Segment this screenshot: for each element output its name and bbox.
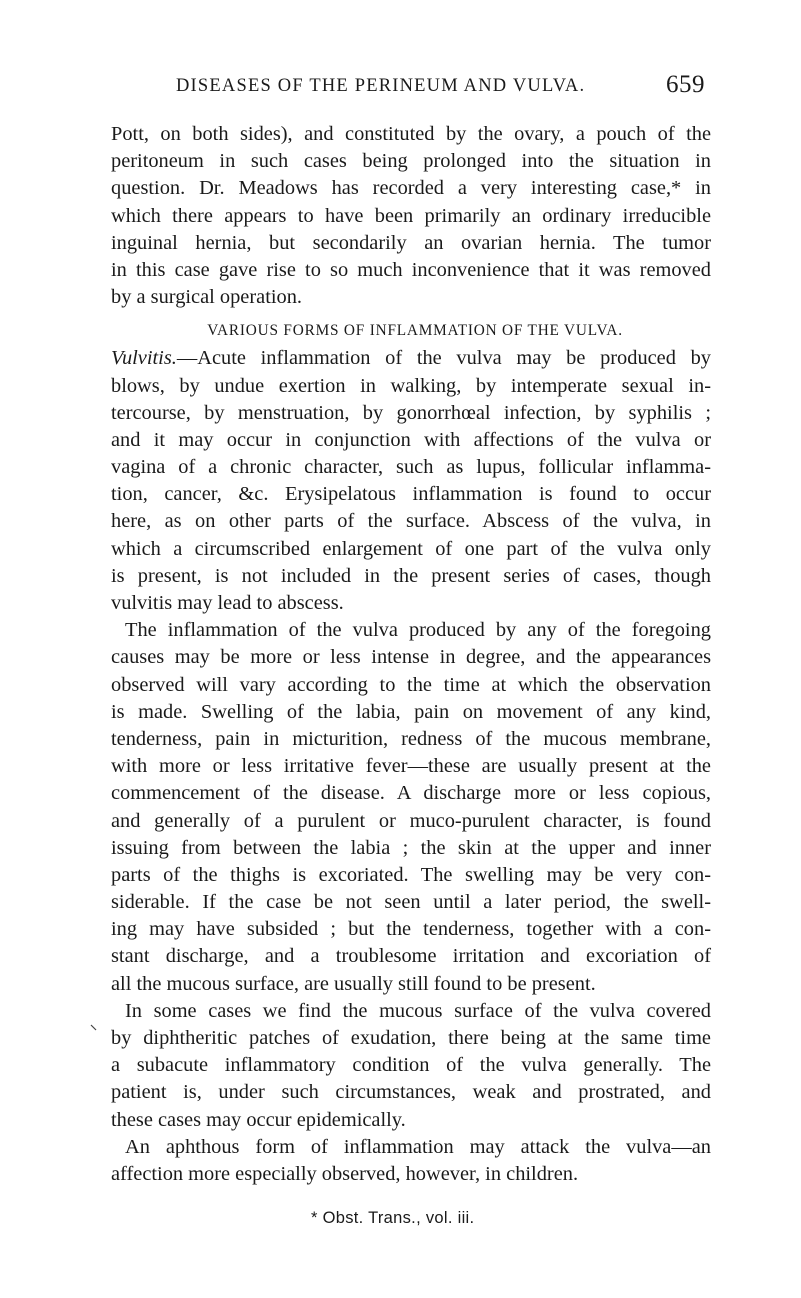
text-line: blows, by undue exertion in walking, by intemperate sexual in-: [111, 374, 711, 397]
paragraph-diphtheritic: [111, 998, 711, 1134]
paragraph-symptoms: [111, 617, 711, 998]
text-line: inguinal hernia, but secondarily an ovarian hernia. The tumor: [111, 231, 711, 254]
text-line: affection more especially observed, however, in children.: [111, 1162, 579, 1185]
text-line: these cases may occur epidemically.: [111, 1108, 406, 1131]
text-line: in this case gave rise to so much inconvenience that it was removed: [111, 258, 711, 281]
text-line: issuing from between the labia ; the skin at the upper and inner: [111, 836, 711, 859]
margin-tick-mark-icon: [90, 1024, 98, 1032]
text-line: In some cases we find the mucous surface of the vulva covered: [125, 999, 711, 1022]
text-line: causes may be more or less intense in degree, and the appearances: [111, 646, 711, 669]
text-line: patient is, under such circumstances, weak and prostrated, and: [111, 1081, 711, 1104]
text-line-lead: [111, 345, 711, 372]
running-head: DISEASES OF THE PERINEUM AND VULVA.: [176, 76, 586, 96]
run-in-heading: Vulvitis.: [111, 347, 177, 370]
text-line: here, as on other parts of the surface. Abscess of the vulva, in: [111, 510, 711, 533]
text-line: and generally of a purulent or muco-purulent character, is found: [111, 809, 711, 832]
text-line: all the mucous surface, are usually still found to be present.: [111, 972, 596, 995]
text-line: question. Dr. Meadows has recorded a very interesting case,* in: [111, 177, 711, 200]
text-line: observed will vary according to the time at which the observation: [111, 673, 711, 696]
text-line: is present, is not included in the present series of cases, though: [111, 564, 711, 587]
text-line: by a surgical operation.: [111, 286, 303, 309]
text-line: An aphthous form of inflammation may attack the vulva—an: [125, 1135, 711, 1158]
text-line: is made. Swelling of the labia, pain on movement of any kind,: [111, 700, 711, 723]
text-line: stant discharge, and a troublesome irritation and excoriation of: [111, 945, 711, 968]
text-line: parts of the thighs is excoriated. The swelling may be very con-: [111, 863, 711, 886]
text-line: siderable. If the case be not seen until a later period, the swell-: [111, 891, 711, 914]
paragraph-vulvitis: [111, 345, 711, 617]
section-heading: VARIOUS FORMS OF INFLAMMATION OF THE VULVA.: [207, 322, 623, 340]
text-line: a subacute inflammatory condition of the vulva generally. The: [111, 1054, 711, 1077]
text-line: tercourse, by menstruation, by gonorrhœal infection, by syphilis ;: [111, 401, 711, 424]
body-text: [111, 121, 711, 1188]
text-line: by diphtheritic patches of exudation, there being at the same time: [111, 1027, 711, 1049]
text-line: The inflammation of the vulva produced by any of the foregoing: [125, 619, 711, 642]
text-line: and it may occur in conjunction with affections of the vulva or: [111, 428, 711, 451]
text-line: which a circumscribed enlargement of one part of the vulva only: [111, 537, 711, 560]
paragraph-continuation: [111, 121, 711, 311]
text-line: commencement of the disease. A discharge more or less copious,: [111, 782, 711, 805]
footnote: * Obst. Trans., vol. iii.: [311, 1209, 475, 1227]
paragraph-aphthous: [111, 1134, 711, 1188]
text-line: with more or less irritative fever—these are usually present at the: [111, 755, 711, 778]
text-line: which there appears to have been primarily an ordinary irreducible: [111, 204, 711, 227]
text-line: vulvitis may lead to abscess.: [111, 592, 344, 614]
text-line: Pott, on both sides), and constituted by the ovary, a pouch of the: [111, 123, 711, 145]
text-line: ing may have subsided ; but the tenderness, together with a con-: [111, 918, 711, 941]
text-line: vagina of a chronic character, such as lupus, follicular inflamma-: [111, 456, 711, 479]
text-line: peritoneum in such cases being prolonged into the situation in: [111, 150, 711, 173]
text-line: tenderness, pain in micturition, redness of the mucous membrane,: [111, 727, 711, 750]
page-number: 659: [666, 71, 705, 98]
text-line: tion, cancer, &c. Erysipelatous inflammation is found to occur: [111, 483, 711, 506]
lead-text: —Acute inflammation of the vulva may be produced by: [176, 347, 711, 370]
